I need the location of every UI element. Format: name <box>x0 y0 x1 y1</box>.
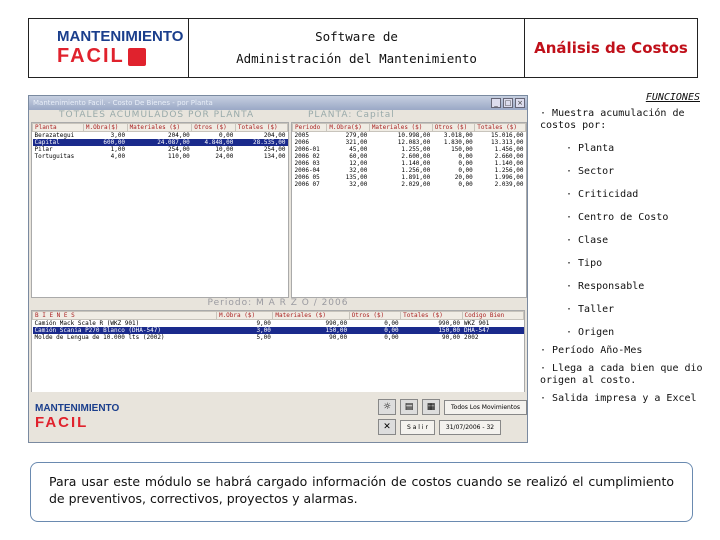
table-cell: 24.087,00 <box>157 139 190 146</box>
function-item: · Responsable <box>566 281 645 292</box>
table-cell: 2002 <box>464 334 479 341</box>
table-cell: 45,00 <box>349 146 368 153</box>
function-item: · Tipo <box>566 258 603 269</box>
table-cell: 990,00 <box>325 320 348 327</box>
function-item: · Planta <box>566 143 615 154</box>
function-item: · Taller <box>566 304 615 315</box>
table-cell: Tortuguitas <box>34 153 75 160</box>
table-cell: WKZ 901 <box>464 320 490 327</box>
table-cell: 28.535,00 <box>252 139 286 146</box>
column-header: Codigo Bien <box>462 312 523 320</box>
table-row[interactable] <box>33 153 288 160</box>
table-header-row <box>33 124 288 132</box>
window-titlebar <box>29 96 527 110</box>
table-row[interactable] <box>33 139 288 146</box>
table-cell: 204,00 <box>168 132 190 139</box>
table-cell: 134,00 <box>263 153 286 160</box>
table-cell: 20,00 <box>454 174 473 181</box>
functions-intro: · Muestra acumulación de costos por: <box>540 108 685 131</box>
table-row[interactable] <box>293 167 526 174</box>
table-cell: 2.039,00 <box>494 181 524 188</box>
table-cell: Camión Mack Scale R (WKZ 901) <box>34 320 140 327</box>
table-cell: 2006 <box>294 139 309 146</box>
table-cell: 150,00 <box>451 146 473 153</box>
table-cell: 5,00 <box>256 334 271 341</box>
table-cell: 1.830,00 <box>443 139 473 146</box>
table-cell: 321,00 <box>345 139 368 146</box>
table-cell: 2.660,00 <box>494 153 524 160</box>
plant-label: PLANTA: Capital <box>308 110 395 120</box>
table-cell: 60,00 <box>349 153 368 160</box>
table-row[interactable] <box>293 132 526 140</box>
column-header: Periodo <box>293 124 327 132</box>
column-header: Totales ($) <box>475 124 526 132</box>
table-row[interactable] <box>293 146 526 153</box>
table-cell: 3,00 <box>256 327 271 334</box>
table-cell: 1.255,00 <box>401 146 431 153</box>
table-cell: 4.848,00 <box>204 139 234 146</box>
settings-icon[interactable]: ☼ <box>378 399 396 415</box>
functions-title: FUNCIONES <box>645 92 700 103</box>
table-cell: 2.029,00 <box>401 181 431 188</box>
table-cell: 279,00 <box>345 132 368 139</box>
window-footer <box>29 392 527 442</box>
table-cell: 1.891,00 <box>401 174 431 181</box>
table-row[interactable] <box>33 146 288 153</box>
table-cell: 990,00 <box>438 320 461 327</box>
column-header: Planta <box>33 124 84 132</box>
function-drilldown: · Llega a cada bien que dio origen al costo. <box>540 363 703 386</box>
table-cell: 0,00 <box>458 153 473 160</box>
function-item: · Criticidad <box>566 189 639 200</box>
table-cell: 0,00 <box>218 132 234 139</box>
excel-icon[interactable]: ▦ <box>422 399 440 415</box>
table-cell: 9,00 <box>256 320 271 327</box>
table-cell: 0,00 <box>384 320 399 327</box>
column-header: Materiales ($) <box>127 124 192 132</box>
header-title <box>189 19 525 77</box>
table-cell: Pilar <box>34 146 53 153</box>
minimize-icon[interactable]: _ <box>491 98 501 108</box>
title-line1: Software de <box>315 29 398 44</box>
table-cell: Capital <box>34 139 60 146</box>
period-label: Periodo: M A R Z O / 2006 <box>207 298 349 308</box>
column-header: M.Obra($) <box>327 124 370 132</box>
column-header: Totales ($) <box>235 124 287 132</box>
table-cell: 13.313,00 <box>490 139 524 146</box>
column-header: B I E N E S <box>33 312 217 320</box>
table-cell: 32,00 <box>349 181 368 188</box>
table-cell: Camión Scania P270 Blanco (DHA-547) <box>34 327 161 334</box>
function-period: · Período Año-Mes <box>540 345 643 356</box>
footer-logo-bottom: FACIL <box>35 414 89 431</box>
period-grid[interactable] <box>291 122 527 298</box>
table-cell: 3,00 <box>110 132 126 139</box>
table-cell: 4,00 <box>110 153 126 160</box>
column-header: Otros ($) <box>192 124 236 132</box>
column-header: Materiales ($) <box>369 124 432 132</box>
logo-top: MANTENIMIENTO <box>57 28 184 45</box>
table-cell: 254,00 <box>263 146 286 153</box>
table-cell: 135,00 <box>345 174 368 181</box>
table-cell: DHA-547 <box>464 327 490 334</box>
table-cell: 0,00 <box>458 160 473 167</box>
table-cell: 150,00 <box>325 327 348 334</box>
column-header: Otros ($) <box>349 312 400 320</box>
app-window <box>28 95 528 443</box>
table-cell: Berazategui <box>34 132 75 139</box>
table-cell: 2006 07 <box>294 181 320 188</box>
logo <box>29 19 189 77</box>
table-cell: 2006 03 <box>294 160 320 167</box>
table-cell: 600,00 <box>103 139 126 146</box>
title-line2: Administración del Mantenimiento <box>236 51 477 66</box>
function-output: · Salida impresa y a Excel <box>540 393 697 404</box>
logo-bottom: FACIL <box>57 45 188 68</box>
table-cell: 1.140,00 <box>494 160 524 167</box>
table-cell: 204,00 <box>263 132 286 139</box>
section-title: Análisis de Costos <box>534 39 688 57</box>
print-icon[interactable]: ▤ <box>400 399 418 415</box>
table-cell: 2.600,00 <box>401 153 431 160</box>
table-cell: Molde de Lengua de 10.000 lts (2002) <box>34 334 165 341</box>
table-header-row <box>33 312 524 320</box>
function-item: · Origen <box>566 327 615 338</box>
table-row[interactable] <box>293 153 526 160</box>
table-cell: 2006-04 <box>294 167 320 174</box>
table-cell: 2006 05 <box>294 174 320 181</box>
maximize-icon[interactable]: □ <box>504 99 512 107</box>
table-row[interactable] <box>33 327 524 334</box>
table-cell: 1.140,00 <box>401 160 431 167</box>
table-cell: 1.996,00 <box>494 174 524 181</box>
table-cell: 12,00 <box>349 160 368 167</box>
table-row[interactable] <box>293 139 526 146</box>
totals-band <box>29 110 527 122</box>
close-icon[interactable]: × <box>515 98 525 108</box>
plant-grid[interactable] <box>31 122 289 298</box>
table-cell: 24,00 <box>215 153 234 160</box>
table-cell: 2006-01 <box>294 146 320 153</box>
functions-panel <box>540 92 710 405</box>
column-header: Totales ($) <box>401 312 462 320</box>
exit-button[interactable]: S a l i r <box>400 420 435 435</box>
footer-logo-top: MANTENIMIENTO <box>35 403 120 414</box>
table-cell: 1.456,00 <box>494 146 524 153</box>
exit-icon[interactable]: ✕ <box>378 419 396 435</box>
footer-logo <box>29 403 139 431</box>
table-cell: 1.256,00 <box>401 167 431 174</box>
bienes-grid[interactable] <box>31 310 525 396</box>
note-box: Para usar este módulo se habrá cargado información de costos cuando se realizó el cumplimiento de preventivos, correctivos, proyectos y alarmas. <box>30 462 693 522</box>
table-cell: 254,00 <box>168 146 190 153</box>
table-header-row <box>293 124 526 132</box>
column-header: Otros ($) <box>432 124 475 132</box>
table-cell: 0,00 <box>384 327 399 334</box>
table-row[interactable] <box>33 320 524 328</box>
function-item: · Sector <box>566 166 615 177</box>
column-header: Materiales ($) <box>273 312 349 320</box>
table-cell: 0,00 <box>458 167 473 174</box>
column-header: M.Obra($) <box>83 124 127 132</box>
function-item: · Clase <box>566 235 609 246</box>
table-cell: 2005 <box>294 132 309 139</box>
table-cell: 12.083,00 <box>397 139 431 146</box>
table-row[interactable] <box>293 160 526 167</box>
date-field: 31/07/2006 - 32 <box>439 420 501 435</box>
table-cell: 0,00 <box>458 181 473 188</box>
column-header: M.Obra ($) <box>216 312 272 320</box>
table-cell: 2006 02 <box>294 153 320 160</box>
table-cell: 32,00 <box>349 167 368 174</box>
table-cell: 90,00 <box>329 334 348 341</box>
table-row[interactable] <box>33 334 524 341</box>
totals-by-plant-label: TOTALES ACUMULADOS POR PLANTA <box>59 110 255 120</box>
table-cell: 90,00 <box>441 334 461 341</box>
table-cell: 3.018,00 <box>443 132 473 139</box>
table-row[interactable] <box>33 132 288 140</box>
table-cell: 10,00 <box>215 146 234 153</box>
table-cell: 110,00 <box>168 153 190 160</box>
table-cell: 1,00 <box>110 146 126 153</box>
table-cell: 15.016,00 <box>490 132 524 139</box>
table-cell: 150,00 <box>438 327 461 334</box>
function-item: · Centro de Costo <box>566 212 669 223</box>
header <box>28 18 698 78</box>
table-cell: 1.256,00 <box>494 167 524 174</box>
table-cell: 10.998,00 <box>397 132 431 139</box>
table-row[interactable] <box>293 181 526 188</box>
window-title: Mantenimiento Facil. - Costo De Bienes - por Planta <box>33 99 213 107</box>
table-cell: 0,00 <box>384 334 399 341</box>
table-row[interactable] <box>293 174 526 181</box>
logo-mark-icon <box>128 48 146 66</box>
all-movements-button[interactable]: Todos Los Movimientos <box>444 400 527 415</box>
